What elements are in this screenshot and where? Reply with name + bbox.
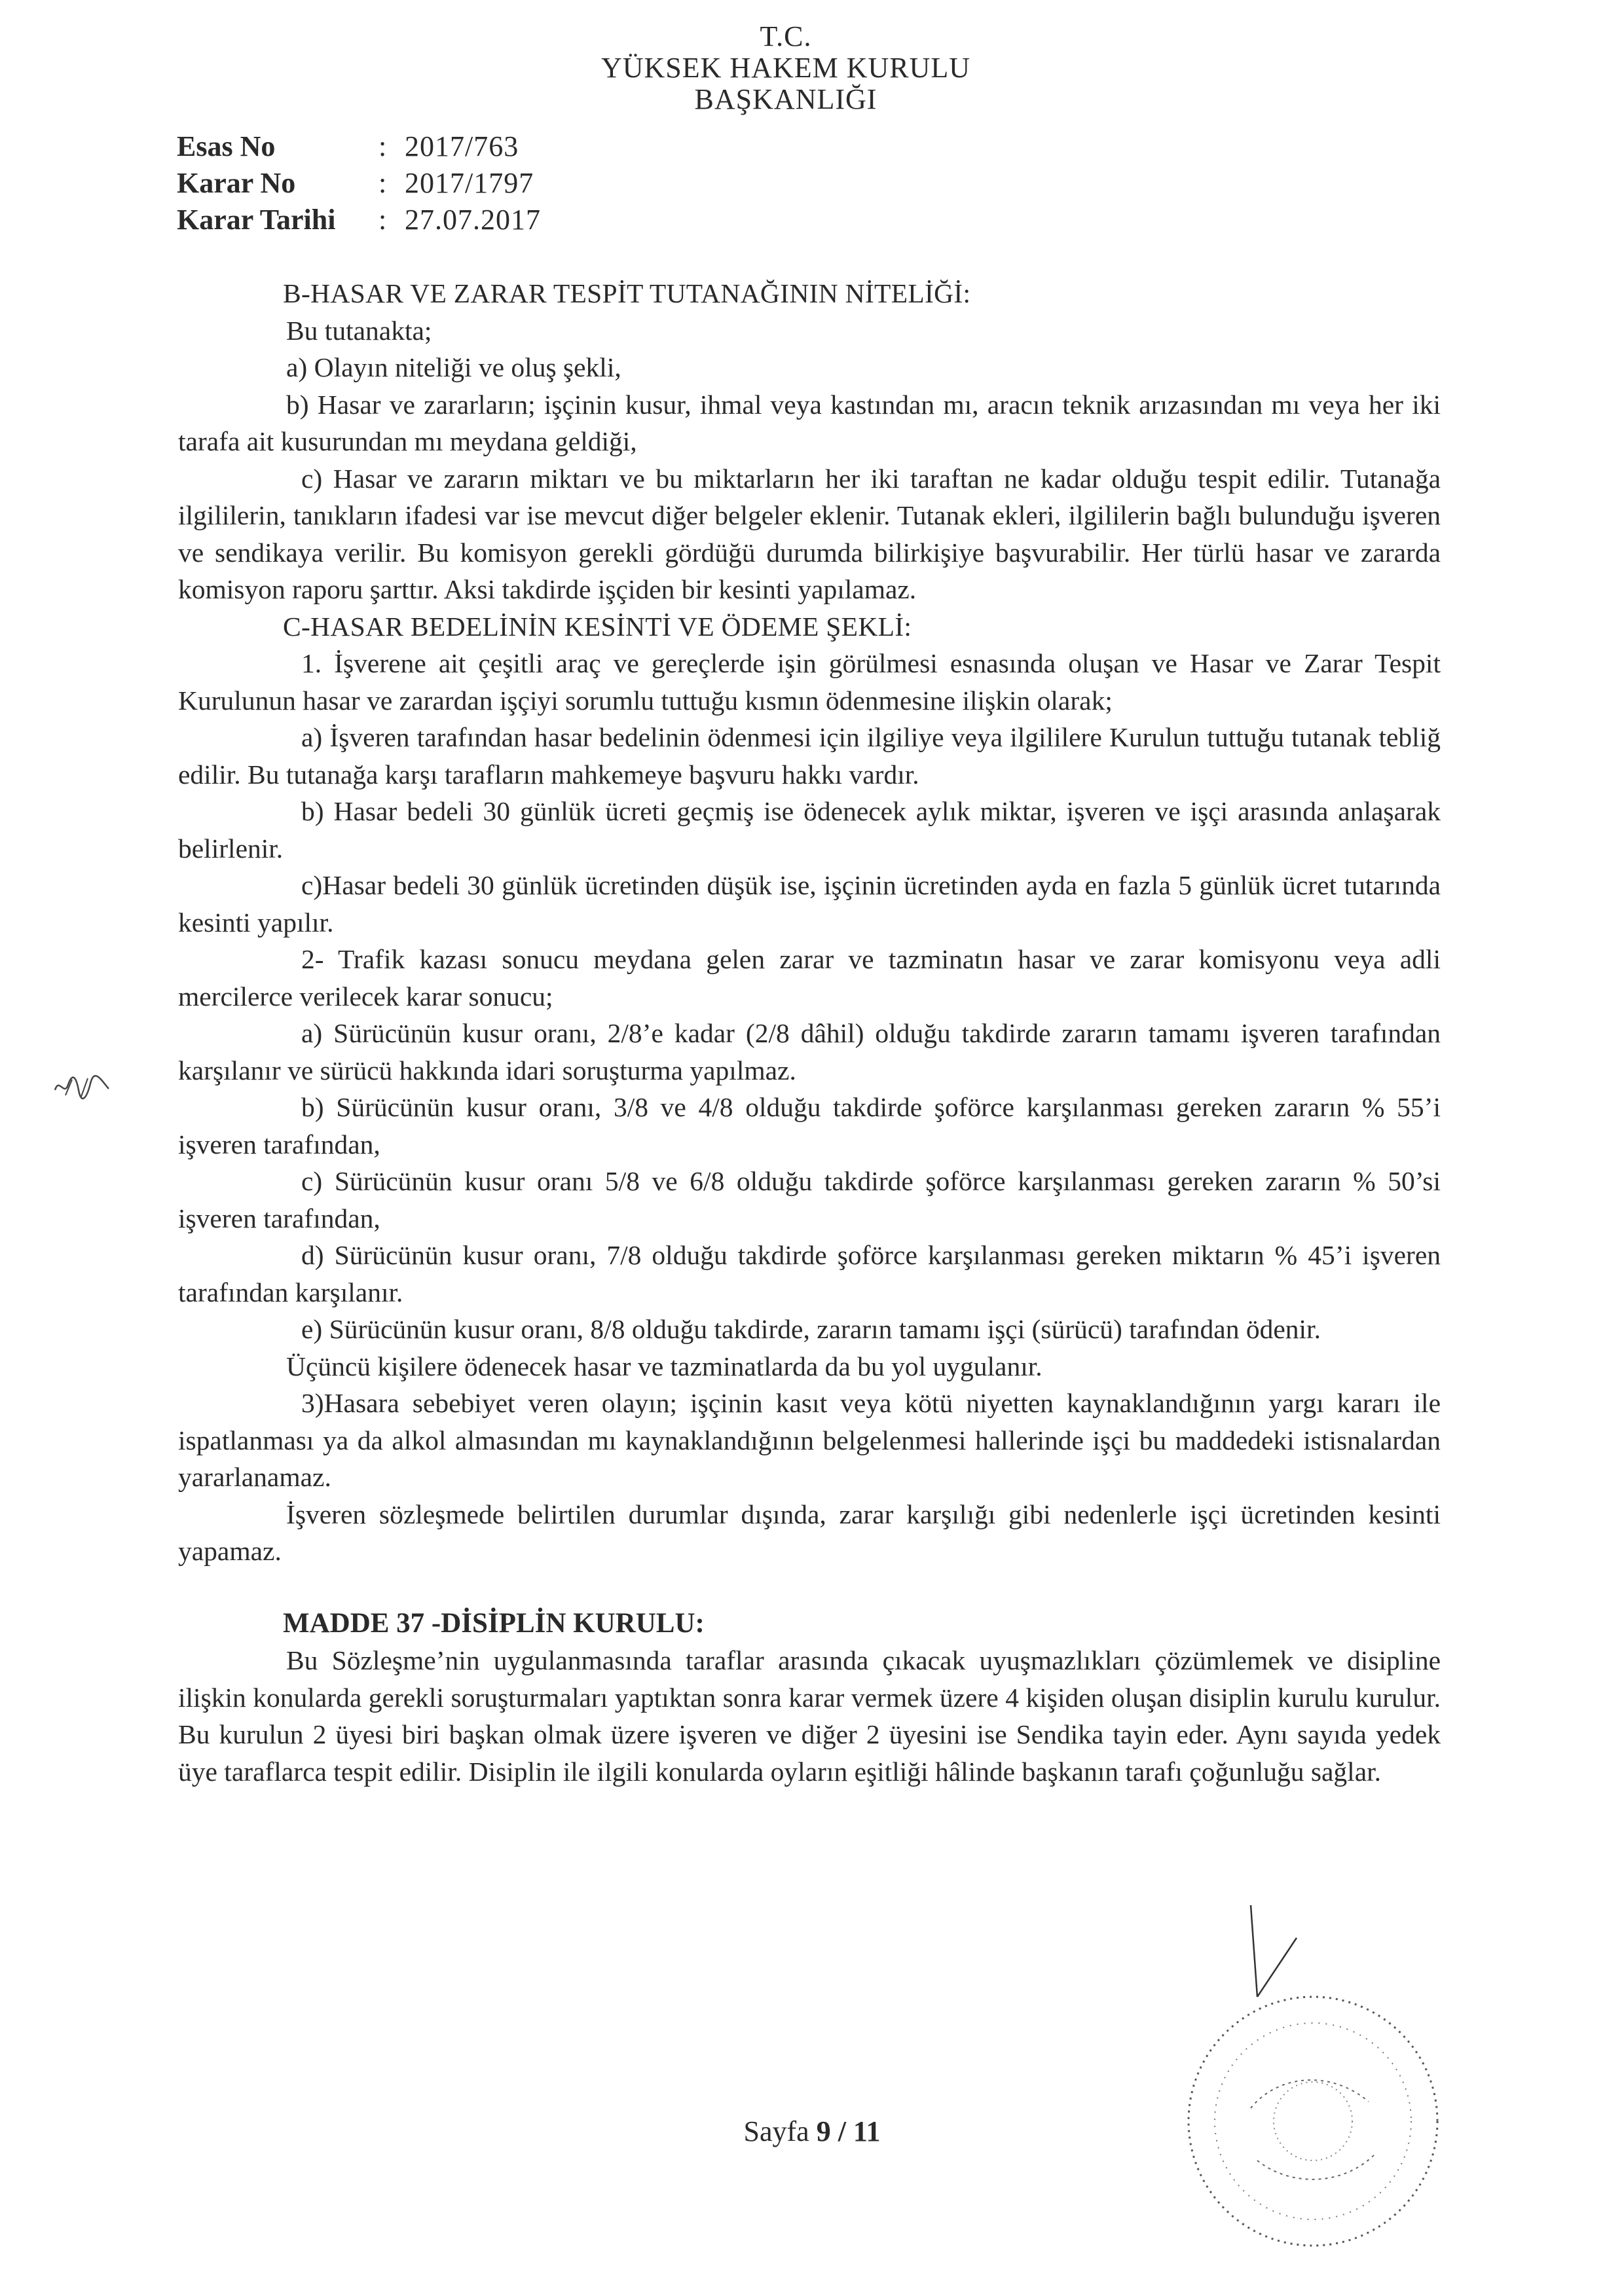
header-presidency: BAŞKANLIĞI (694, 83, 877, 115)
section-c-item-2: 2- Trafik kazası sonucu meydana gelen zarar ve tazminatın hasar ve zarar komisyonu veya adli mercilerce verilecek karar sonucu; (178, 944, 1441, 1011)
page-separator: / (838, 2115, 846, 2147)
section-c-item-1a: a) İşveren tarafından hasar bedelinin ödenmesi için ilgiliye veya ilgililere Kurulun tuttuğu tutanak tebliğ edilir. Bu tutanağa karşı tarafların mahkemeye başvuru hakkı vardır. (178, 722, 1441, 790)
section-c-item-3: 3)Hasara sebebiyet veren olayın; işçinin kasıt veya kötü niyetten kaynaklandığının yargı kararı ile ispatlanması ya da alkol almasından mı kaynaklandığının belgelenmesi hallerinde işçi bu maddedeki istisnalardan yararlanamaz. (178, 1388, 1441, 1492)
article-37-heading: MADDE 37 -DİSİPLİN KURULU: (283, 1607, 705, 1639)
karar-value: 2017/1797 (405, 167, 534, 199)
section-c-employer-note: İşveren sözleşmede belirtilen durumlar dışında, zarar karşılığı gibi nedenlerle işçi ücretinden kesinti yapamaz. (178, 1499, 1441, 1566)
article-37-text: Bu Sözleşme’nin uygulanmasında taraflar arasında çıkacak uyuşmazlıkları çözümlemek ve disipline ilişkin konularda gerekli soruşturmaları yaptıktan sonra karar vermek üzere 4 kişiden oluşan disiplin kurulu kurulur. Bu kurulun 2 üyesi biri başkan olmak üzere işveren ve diğer 2 üyesini ise Sendika tayin eder. Aynı sayıda yedek üye taraflarca tespit edilir. Disiplin ile ilgili konularda oyların eşitliği hâlinde başkanın tarafı çoğunluğu sağlar. (178, 1645, 1441, 1787)
esas-row (177, 128, 541, 165)
section-c-item-2c: c) Sürücünün kusur oranı 5/8 ve 6/8 olduğu takdirde şoförce karşılanması gereken zararın % 50’si işveren tarafından, (178, 1166, 1441, 1233)
section-c-item-1: 1. İşverene ait çeşitli araç ve gereçlerde işin görülmesi esnasında oluşan ve Hasar ve Zarar Tespit Kurulunun hasar ve zarardan işçiyi sorumlu tuttuğu kısmın ödenmesine ilişkin olarak; (178, 648, 1441, 716)
colon: : (378, 204, 387, 236)
case-info (177, 128, 541, 238)
section-c-item-2d: d) Sürücünün kusur oranı, 7/8 olduğu takdirde şoförce karşılanması gereken miktarın % 45’i işveren tarafından karşılanır. (178, 1240, 1441, 1307)
header-tc: T.C. (760, 20, 812, 52)
official-seal-stamp (1172, 1977, 1454, 2265)
page-label: Sayfa (743, 2115, 809, 2147)
section-c-item-1b: b) Hasar bedeli 30 günlük ücreti geçmiş ise ödenecek aylık miktar, işveren ve işçi arasında anlaşarak belirlenir. (178, 796, 1441, 864)
karar-label: Karar No (177, 167, 296, 199)
tarih-row (177, 202, 541, 238)
colon: : (378, 130, 387, 162)
tarih-label: Karar Tarihi (177, 204, 336, 236)
colon: : (378, 167, 387, 199)
karar-row (177, 165, 541, 202)
section-c-heading: C-HASAR BEDELİNİN KESİNTİ VE ÖDEME ŞEKLİ: (283, 611, 912, 642)
document-body (178, 275, 1441, 1790)
section-c-item-1c: c)Hasar bedeli 30 günlük ücretinden düşük ise, işçinin ücretinden ayda en fazla 5 günlük ücret tutarında kesinti yapılır. (178, 870, 1441, 938)
section-c-third-parties: Üçüncü kişilere ödenecek hasar ve tazminatlarda da bu yol uygulanır. (286, 1351, 1043, 1381)
section-c-item-2e: e) Sürücünün kusur oranı, 8/8 olduğu takdirde, zararın tamamı işçi (sürücü) tarafından ödenir. (301, 1314, 1321, 1344)
margin-initials-mark (52, 1070, 111, 1103)
esas-value: 2017/763 (405, 130, 519, 162)
section-c-item-2a: a) Sürücünün kusur oranı, 2/8’e kadar (2/8 dâhil) olduğu takdirde zararın tamamı işveren tarafından karşılanır ve sürücü hakkında idari soruşturma yapılmaz. (178, 1018, 1441, 1085)
section-b-item-c: c) Hasar ve zararın miktarı ve bu miktarların her iki taraftan ne kadar olduğu tespit edilir. Tutanağa ilgililerin, tanıkların ifadesi var ise mevcut diğer belgeler eklenir. Tutanak ekleri, ilgililerin bağlı bulunduğu işveren ve sendikaya verilir. Bu komisyon gerekli gördüğü durumda bilirkişiye başvurabilir. Her türlü hasar ve zararda komisyon raporu şarttır. Aksi takdirde işçiden bir kesinti yapılamaz. (178, 463, 1441, 604)
header-institution: YÜKSEK HAKEM KURULU (600, 52, 971, 84)
section-b-item-a: a) Olayın niteliği ve oluş şekli, (286, 352, 621, 382)
section-b-heading: B-HASAR VE ZARAR TESPİT TUTANAĞININ NİTELİĞİ: (283, 278, 971, 308)
page-total: 11 (853, 2115, 881, 2147)
section-b-item-b: b) Hasar ve zararların; işçinin kusur, ihmal veya kastından mı, aracın teknik arızasından mı veya her iki tarafa ait kusurundan mı meydana geldiği, (178, 389, 1441, 456)
tarih-value: 27.07.2017 (405, 204, 541, 236)
page-current: 9 (816, 2115, 831, 2147)
document-header (511, 21, 1061, 115)
section-b-intro: Bu tutanakta; (286, 315, 432, 346)
section-c-item-2b: b) Sürücünün kusur oranı, 3/8 ve 4/8 olduğu takdirde şoförce karşılanması gereken zararın % 55’i işveren tarafından, (178, 1092, 1441, 1159)
esas-label: Esas No (177, 130, 276, 162)
